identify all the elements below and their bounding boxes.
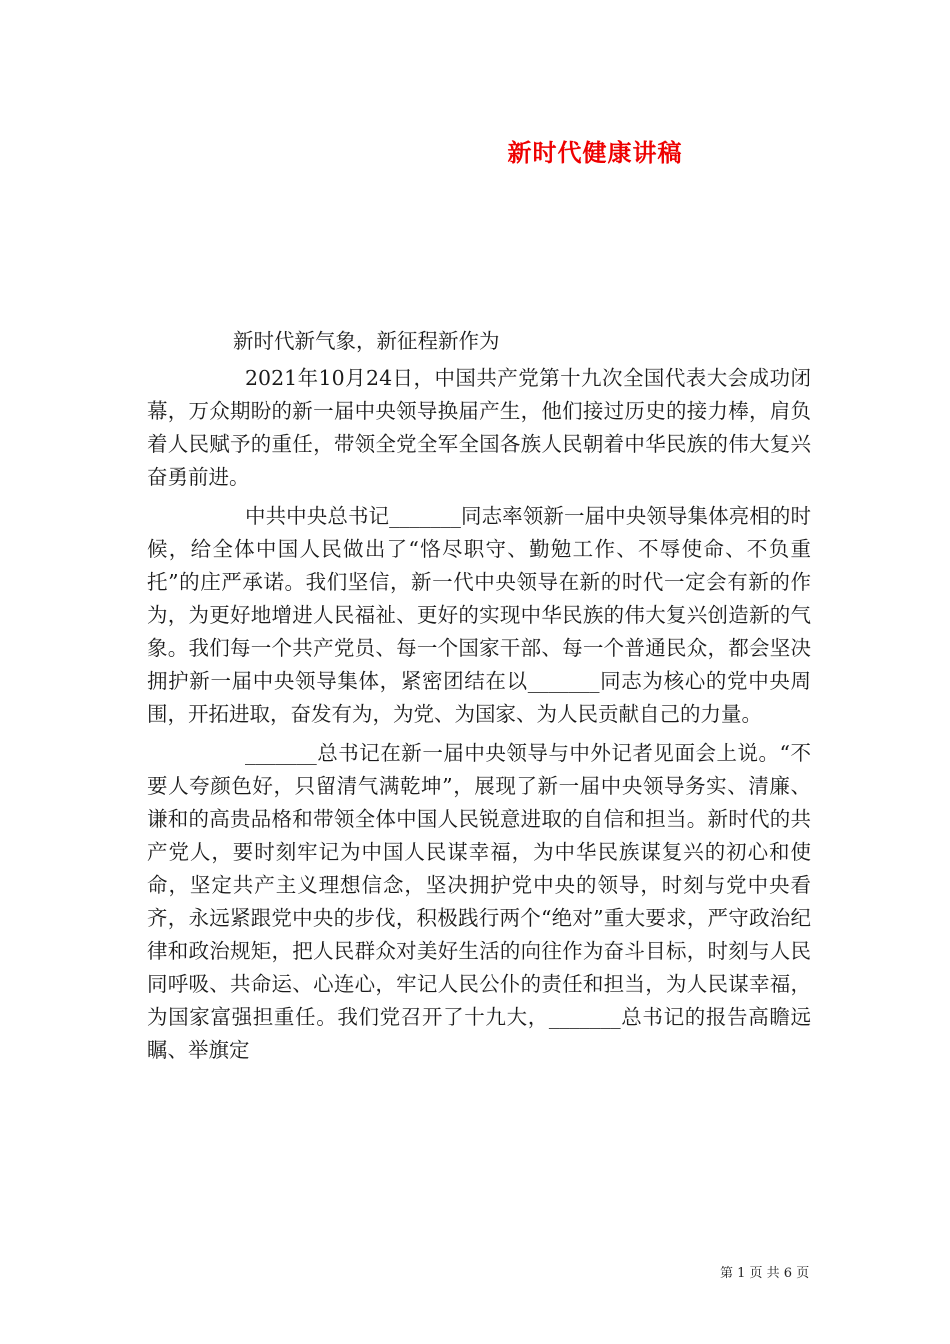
paragraph-3: _______总书记在新一届中央领导与中外记者见面会上说。“不要人夸颜色好，只留清气满乾坤”，展现了新一届中央领导务实、清廉、谦和的高贵品格和带领全体中国人民锐意进取的自信和担当。新时代的共产党人，要时刻牢记为中国人民谋幸福，为中华民族谋复兴的初心和使命，坚定共产主义理想信念，坚决拥护党中央的领导，时刻与党中央看齐，永远紧跟党中央的步伐，积极践行两个“绝对”重大要求，严守政治纪律和政治规矩，把人民群众对美好生活的向往作为奋斗目标，时刻与人民同呼吸、共命运、心连心，牢记人民公仆的责任和担当，为人民谋幸福，为国家富强担重任。我们党召开了十九大，_______总书记的报告高瞻远瞩、举旗定: [147, 741, 811, 1062]
paragraph-2: 中共中央总书记_______同志率领新一届中央领导集体亮相的时候，给全体中国人民做出了“恪尽职守、勤勉工作、不辱使命、不负重托”的庄严承诺。我们坚信，新一代中央领导在新的时代一定会有新的作为，为更好地增进人民福祉、更好的实现中华民族的伟大复兴创造新的气象。我们每一个共产党员、每一个国家干部、每一个普通民众，都会坚决拥护新一届中央领导集体，紧密团结在以_______同志为核心的党中央周围，开拓进取，奋发有为，为党、为国家、为人民贡献自己的力量。: [147, 504, 811, 726]
page-number-footer: 第 1 页 共 6 页: [720, 1266, 810, 1281]
document-title: 新时代健康讲稿: [507, 138, 683, 167]
paragraph-1: 2021年10月24日，中国共产党第十九次全国代表大会成功闭幕，万众期盼的新一届中央领导换届产生，他们接过历史的接力棒，肩负着人民赋予的重任，带领全党全军全国各族人民朝着中华民族的伟大复兴奋勇前进。: [147, 366, 811, 489]
document-body: [147, 325, 811, 1073]
document-subtitle: 新时代新气象，新征程新作为: [233, 329, 500, 353]
